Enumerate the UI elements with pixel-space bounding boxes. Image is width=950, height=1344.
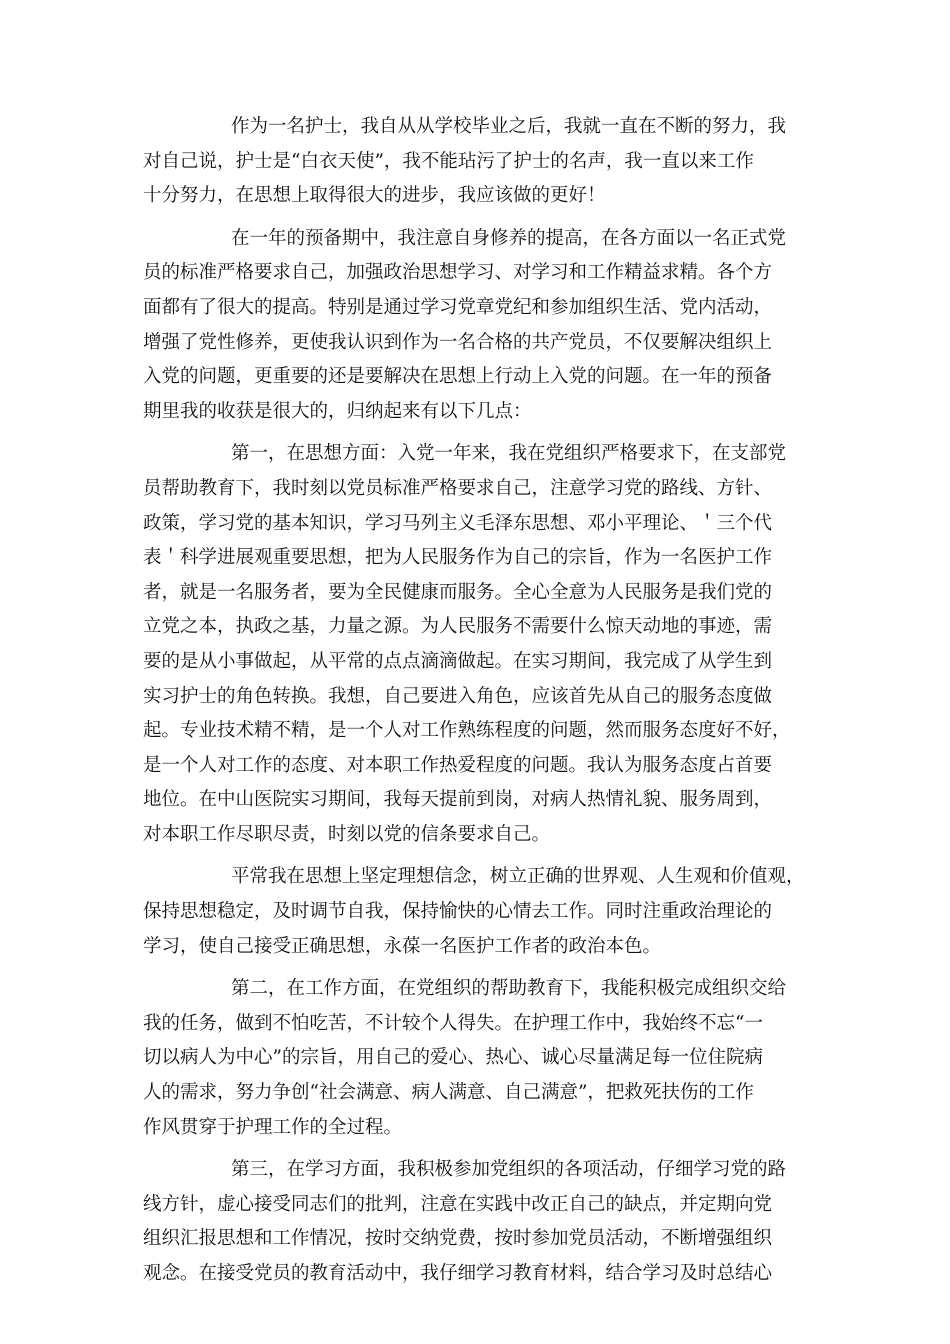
text-line: 面都有了很大的提高。特别是通过学习党章党纪和参加组织生活、党内活动， xyxy=(143,296,773,318)
text-line: 平常我在思想上坚定理想信念，树立正确的世界观、人生观和价值观， xyxy=(231,866,805,888)
text-line: 政策，学习党的基本知识，学习马列主义毛泽东思想、邓小平理论、＇三个代 xyxy=(143,512,773,534)
text-line: 观念。在接受党员的教育活动中，我仔细学习教育材料，结合学习及时总结心 xyxy=(143,1263,773,1284)
text-line: 作为一名护士，我自从从学校毕业之后，我就一直在不断的努力，我 xyxy=(231,116,787,137)
text-line: 在一年的预备期中，我注意自身修养的提高，在各方面以一名正式党 xyxy=(231,227,787,249)
paragraph-3 xyxy=(143,437,803,852)
text-line: 我的任务，做到不怕吃苦，不计较个人得失。在护理工作中，我始终不忘“一 xyxy=(143,1012,763,1034)
text-line: 对本职工作尽职尽责，时刻以党的信条要求自己。 xyxy=(143,823,551,845)
text-line: 线方针，虚心接受同志们的批判，注意在实践中改正自己的缺点，并定期向党 xyxy=(143,1193,773,1215)
text-line: 人的需求，努力争创“社会满意、病人满意、自己满意”，把救死扶伤的工作 xyxy=(143,1082,754,1104)
text-line: 入党的问题，更重要的还是要解决在思想上行动上入党的问题。在一年的预备 xyxy=(143,366,773,388)
text-line: 员帮助教育下，我时刻以党员标准严格要求自己，注意学习党的路线、方针、 xyxy=(143,477,773,499)
text-line: 地位。在中山医院实习期间，我每天提前到岗，对病人热情礼貌、服务周到， xyxy=(143,789,773,811)
text-line: 起。专业技术精不精，是一个人对工作熟练程度的问题，然而服务态度好不好， xyxy=(143,720,791,742)
text-line: 学习，使自己接受正确思想，永葆一名医护工作者的政治本色。 xyxy=(143,935,662,957)
text-line: 增强了党性修养，更使我认识到作为一名合格的共产党员，不仅要解决组织上 xyxy=(143,331,773,353)
paragraph-4 xyxy=(143,860,803,964)
text-line: 组织汇报思想和工作情况，按时交纳党费，按时参加党员活动，不断增强组织 xyxy=(143,1228,773,1250)
text-line: 员的标准严格要求自己，加强政治思想学习、对学习和工作精益求精。各个方 xyxy=(143,262,773,284)
text-line: 期里我的收获是很大的，归纳起来有以下几点： xyxy=(143,400,532,422)
text-line: 对自己说，护士是“白衣天使”，我不能玷污了护士的名声，我一直以来工作 xyxy=(143,150,754,172)
text-line: 作风贯穿于护理工作的全过程。 xyxy=(143,1116,403,1138)
text-line: 表＇科学进展观重要思想，把为人民服务作为自己的宗旨，作为一名医护工作 xyxy=(143,547,773,569)
text-line: 第三，在学习方面，我积极参加党组织的各项活动，仔细学习党的路 xyxy=(231,1159,787,1181)
text-line: 切以病人为中心”的宗旨，用自己的爱心、热心、诚心尽量满足每一位住院病 xyxy=(143,1047,763,1069)
text-line: 保持思想稳定，及时调节自我，保持愉快的心情去工作。同时注重政治理论的 xyxy=(143,901,773,923)
text-line: 是一个人对工作的态度、对本职工作热爱程度的问题。我认为服务态度占首要 xyxy=(143,754,773,776)
text-line: 者，就是一名服务者，要为全民健康而服务。全心全意为人民服务是我们党的 xyxy=(143,581,773,603)
text-line: 要的是从小事做起，从平常的点点滴滴做起。在实习期间，我完成了从学生到 xyxy=(143,650,773,672)
text-line: 实习护士的角色转换。我想，自己要进入角色，应该首先从自己的服务态度做 xyxy=(143,685,773,707)
paragraph-1 xyxy=(143,110,803,214)
text-line: 第二，在工作方面，在党组织的帮助教育下，我能积极完成组织交给 xyxy=(231,978,787,1000)
document-body xyxy=(143,110,803,1292)
paragraph-5 xyxy=(143,972,803,1145)
text-line: 十分努力，在思想上取得很大的进步，我应该做的更好！ xyxy=(143,185,606,207)
paragraph-2 xyxy=(143,222,803,430)
text-line: 第一，在思想方面：入党一年来，我在党组织严格要求下，在支部党 xyxy=(231,443,787,465)
text-line: 立党之本，执政之基，力量之源。为人民服务不需要什么惊天动地的事迹，需 xyxy=(143,616,773,638)
paragraph-6 xyxy=(143,1153,803,1291)
